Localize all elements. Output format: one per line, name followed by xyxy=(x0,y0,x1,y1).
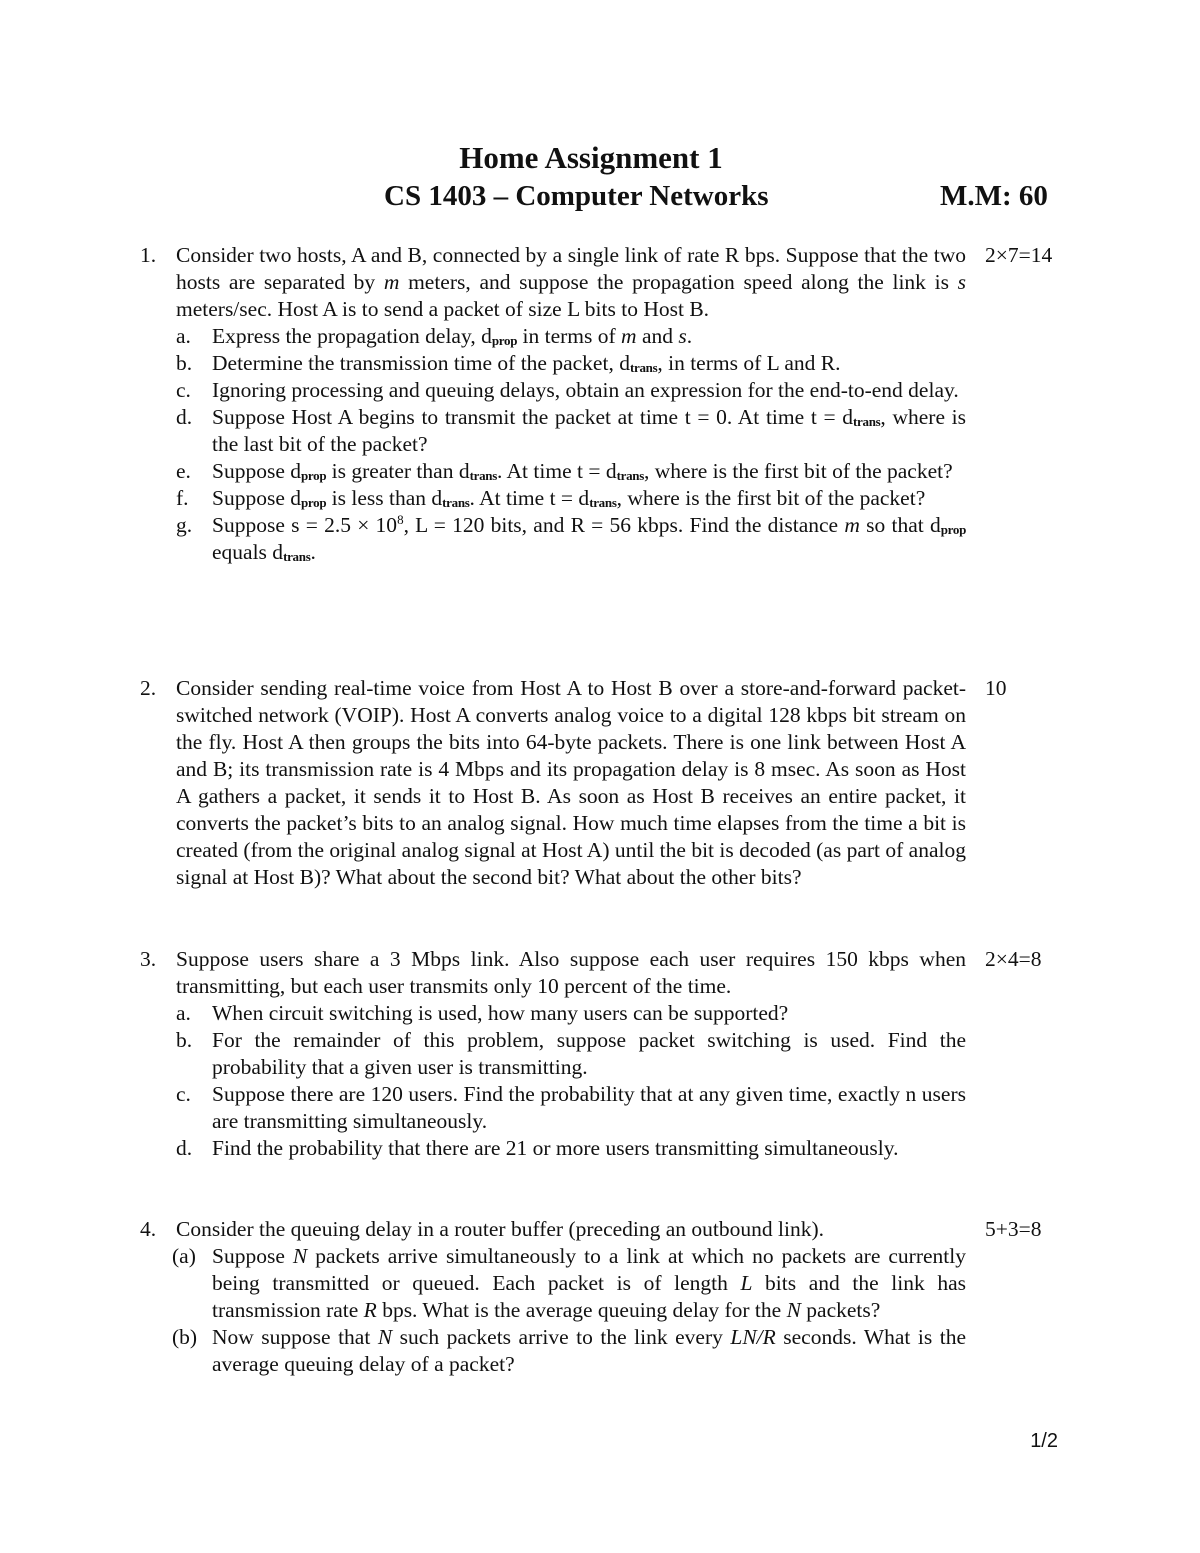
page-title: Home Assignment 1 xyxy=(459,140,723,175)
question-number: 3. xyxy=(140,947,157,971)
sub-text: Determine the transmission time of the packet, $d_{trans}$, in terms of L and R. xyxy=(212,351,841,375)
marks-label: 2×7=14 xyxy=(985,243,1053,267)
question-number: 4. xyxy=(140,1217,157,1241)
sub-question xyxy=(140,1081,966,1135)
question-number: 2. xyxy=(140,676,157,700)
sub-label: c. xyxy=(176,378,191,402)
sub-question xyxy=(140,404,966,458)
question-text: Consider two hosts, A and B, connected by a single link of rate R bps. Suppose that the two hosts are separated by m meters, and suppose the propagation speed along the link is s meters/sec. Host A is to send a packet of size L bits to Host B. xyxy=(176,243,967,321)
sub-question xyxy=(140,1000,966,1027)
sub-label: (a) xyxy=(172,1244,196,1268)
sub-label: f. xyxy=(176,486,189,510)
sub-question xyxy=(140,1027,966,1081)
sub-text: Suppose Host A begins to transmit the packet at time t = 0. At time $t = d_{trans}$, where is the last bit of the packet? xyxy=(212,405,966,456)
sub-label: c. xyxy=(176,1082,191,1106)
sub-question xyxy=(140,485,966,512)
sub-text: For the remainder of this problem, suppose packet switching is used. Find the probability that a given user is transmitting. xyxy=(212,1028,966,1079)
sub-text: Now suppose that N such packets arrive to the link every LN/R seconds. What is the average queuing delay of a packet? xyxy=(212,1325,966,1376)
sub-label: g. xyxy=(176,513,193,537)
sub-text: Suppose $s = 2.5 \times 10^8$, L = 120 bits, and R = 56 kbps. Find the distance m so that $d_{prop}$ equals $d_{trans}$. xyxy=(212,511,966,564)
sub-question xyxy=(140,512,966,566)
sub-text: Suppose there are 120 users. Find the probability that at any given time, exactly n users are transmitting simultaneously. xyxy=(212,1082,966,1133)
sub-label: a. xyxy=(176,324,191,348)
question-text: Consider the queuing delay in a router buffer (preceding an outbound link). xyxy=(176,1217,825,1241)
sub-label: d. xyxy=(176,405,193,429)
question-text: Consider sending real-time voice from Host A to Host B over a store-and-forward packet-switched network (VOIP). Host A converts analog voice to a digital 128 kbps bit stream on the fly. Host A then groups the bits into 64-byte packets. There is one link between Host A and B; its transmission rate is 4 Mbps and its propagation delay is 8 msec. As soon as Host A gathers a packet, it sends it to Host B. As soon as Host B receives an entire packet, it converts the packet’s bits to an analog signal. How much time elapses from the time a bit is created (from the original analog signal at Host A) until the bit is decoded (as part of analog signal at Host B)? What about the second bit? What about the other bits? xyxy=(176,676,966,889)
sub-question xyxy=(140,350,966,377)
sub-label: a. xyxy=(176,1001,191,1025)
sub-text: Suppose $d_{prop}$ is greater than $d_{trans}$. At time $t = d_{trans}$, where is the first bit of the packet? xyxy=(212,459,953,483)
marks-label: 2×4=8 xyxy=(985,947,1042,971)
sub-text: Suppose N packets arrive simultaneously to a link at which no packets are currently being transmitted or queued. Each packet is of length L bits and the link has transmission rate R bps. What is the average queuing delay for the N packets? xyxy=(212,1244,966,1322)
question-number: 1. xyxy=(140,243,157,267)
question-3 xyxy=(140,946,966,1162)
max-marks: M.M: 60 xyxy=(940,180,1048,212)
page-number: 1/2 xyxy=(1030,1430,1058,1452)
sub-label: (b) xyxy=(172,1325,198,1349)
sub-question xyxy=(140,323,966,350)
sub-question xyxy=(140,1324,966,1378)
sub-label: b. xyxy=(176,1028,193,1052)
sub-label: b. xyxy=(176,351,193,375)
sub-text: When circuit switching is used, how many users can be supported? xyxy=(212,1001,789,1025)
sub-label: e. xyxy=(176,459,191,483)
sub-text: Find the probability that there are 21 or more users transmitting simultaneously. xyxy=(212,1136,899,1160)
sub-text: Express the propagation delay, $d_{prop}$ in terms of m and s. xyxy=(212,324,693,348)
question-4 xyxy=(140,1216,966,1378)
sub-label: d. xyxy=(176,1136,193,1160)
marks-label: 10 xyxy=(985,676,1007,700)
course-title: CS 1403 – Computer Networks xyxy=(384,180,769,212)
sub-text: Suppose $d_{prop}$ is less than $d_{trans}$. At time $t = d_{trans}$, where is the first bit of the packet? xyxy=(212,486,926,510)
sub-text: Ignoring processing and queuing delays, obtain an expression for the end-to-end delay. xyxy=(212,378,959,402)
question-text: Suppose users share a 3 Mbps link. Also suppose each user requires 150 kbps when transmitting, but each user transmits only 10 percent of the time. xyxy=(176,947,966,998)
sub-question xyxy=(140,1135,966,1162)
sub-question xyxy=(140,458,966,485)
marks-label: 5+3=8 xyxy=(985,1217,1042,1241)
sub-question xyxy=(140,377,966,404)
sub-question xyxy=(140,1243,966,1324)
question-1 xyxy=(140,242,966,566)
question-2 xyxy=(140,675,966,891)
